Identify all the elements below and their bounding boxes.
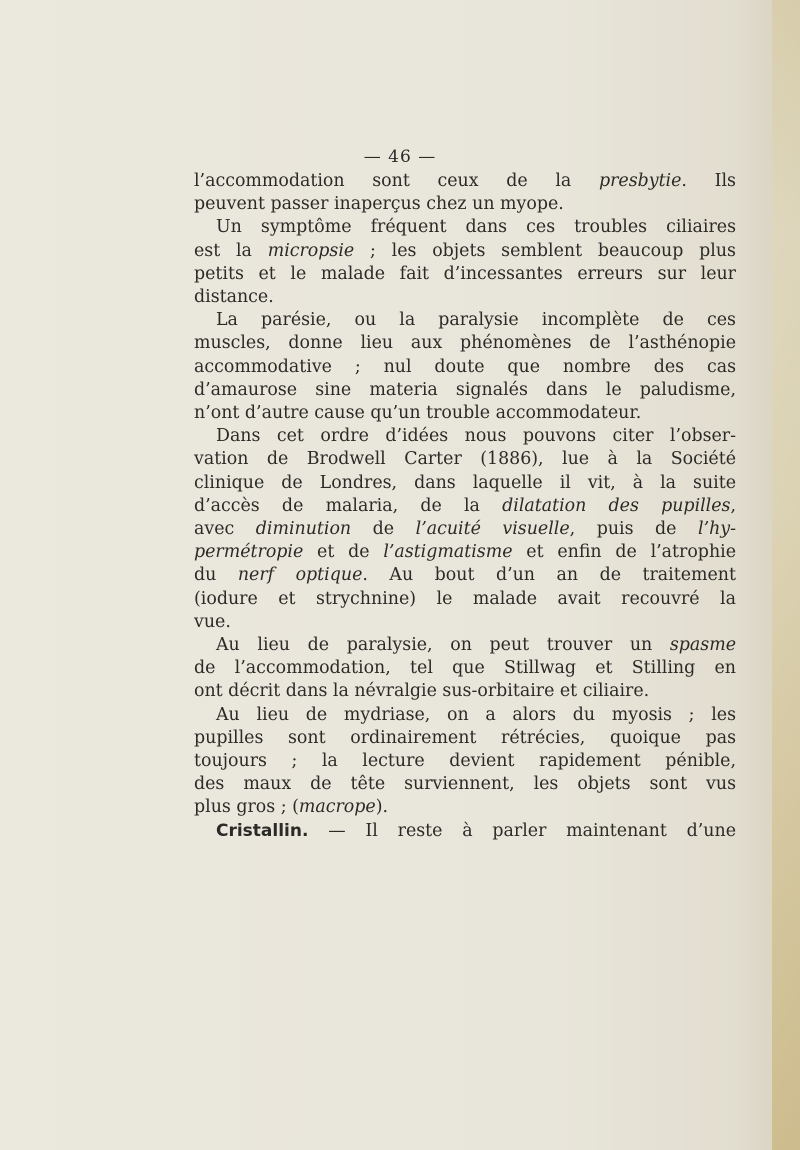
text-run: Au lieu de paralysie, on peut trouver un [216, 635, 670, 656]
text-line [194, 820, 736, 843]
text-line [194, 193, 736, 216]
text-run: l’accommodation sont ceux de la [194, 171, 599, 191]
text-run: ; les objets semblent beaucoup plus [354, 240, 736, 261]
text-run: et enfin de l’atrophie [512, 542, 736, 563]
text-run: du [194, 565, 238, 586]
text-line [194, 356, 736, 379]
text-run: Au lieu de mydriase, on a alors du myosis ; les [216, 704, 736, 725]
text-run: toujours ; la lecture devient rapidement pénible, [194, 751, 736, 772]
text-run: est la [194, 240, 268, 261]
text-run: muscles, donne lieu aux phénomènes de l’asthénopie [194, 333, 736, 354]
text-run: des maux de tête surviennent, les objets sont vus [194, 774, 736, 795]
text-run: , puis de [569, 519, 699, 540]
text-run: distance. [194, 287, 274, 308]
italic-term: l’acuité visuelle [415, 519, 570, 540]
page-edge-stain [772, 0, 800, 1150]
italic-term: l’hy- [698, 519, 737, 540]
text-run: petits et le malade fait d’incessantes erreurs sur leur [194, 263, 736, 284]
italic-term: presbytie [598, 171, 682, 191]
text-run: pupilles sont ordinairement rétrécies, quoique pas [194, 727, 736, 748]
italic-term: macrope [298, 797, 376, 818]
page-number: — 46 — [363, 147, 437, 167]
text-line [194, 402, 736, 425]
text-run: de l’accommodation, tel que Stillwag et Stilling en [194, 658, 736, 679]
italic-term: permétropie [194, 542, 304, 563]
italic-term: dilatation des pupilles [502, 495, 731, 516]
text-run: d’accès de malaria, de la [194, 495, 503, 516]
text-run: La parésie, ou la paralysie incomplète de ces [216, 310, 736, 331]
body-text [194, 170, 736, 843]
text-line [194, 240, 736, 263]
text-line [194, 309, 736, 332]
italic-term: spasme [669, 635, 736, 656]
section-heading: Cristallin. [216, 820, 309, 841]
text-line [194, 727, 736, 750]
text-line [194, 425, 736, 448]
text-run: peuvent passer inaperçus chez un myope. [194, 194, 564, 215]
text-line [194, 170, 736, 193]
text-run: ont décrit dans la névralgie sus-orbitaire et ciliaire. [194, 681, 650, 702]
italic-term: diminution [255, 519, 352, 540]
text-line [194, 796, 736, 819]
text-run: , [730, 495, 736, 516]
italic-term: l’astigmatisme [383, 542, 513, 563]
text-run: clinique de Londres, dans laquelle il vit, à la suite [194, 472, 736, 493]
text-run: Un symptôme fréquent dans ces troubles ciliaires [216, 217, 736, 238]
text-line [194, 634, 736, 657]
text-line [194, 495, 736, 518]
text-run: vue. [194, 611, 231, 632]
text-run: de [351, 519, 416, 540]
text-run: . Ils [681, 171, 736, 191]
text-run: et de [303, 542, 384, 563]
text-run: — Il reste à parler maintenant d’une [308, 820, 736, 841]
text-run: . Au bout d’un an de traitement [362, 565, 736, 586]
text-line [194, 263, 736, 286]
text-line [194, 448, 736, 471]
text-run: accommodative ; nul doute que nombre des cas [194, 356, 736, 377]
text-line [194, 657, 736, 680]
italic-term: micropsie [267, 240, 355, 261]
text-line [194, 750, 736, 773]
text-run: plus gros ; ( [194, 797, 299, 818]
text-run: avec [194, 519, 256, 540]
text-line [194, 379, 736, 402]
text-run: n’ont d’autre cause qu’un trouble accommodateur. [194, 403, 642, 424]
text-line [194, 332, 736, 355]
text-run: Dans cet ordre d’idées nous pouvons citer l’obser- [216, 426, 736, 447]
text-line [194, 518, 736, 541]
text-line [194, 704, 736, 727]
text-run: vation de Brodwell Carter (1886), lue à la Société [194, 449, 736, 470]
text-line [194, 680, 736, 703]
text-line [194, 773, 736, 796]
text-line [194, 564, 736, 587]
italic-term: nerf optique [237, 565, 363, 586]
text-line [194, 472, 736, 495]
text-line [194, 588, 736, 611]
text-run: (iodure et strychnine) le malade avait recouvré la [194, 588, 736, 609]
text-line [194, 541, 736, 564]
text-line [194, 216, 736, 239]
text-line [194, 611, 736, 634]
text-line [194, 286, 736, 309]
text-run: ). [375, 797, 389, 818]
text-run: d’amaurose sine materia signalés dans le paludisme, [194, 379, 736, 400]
